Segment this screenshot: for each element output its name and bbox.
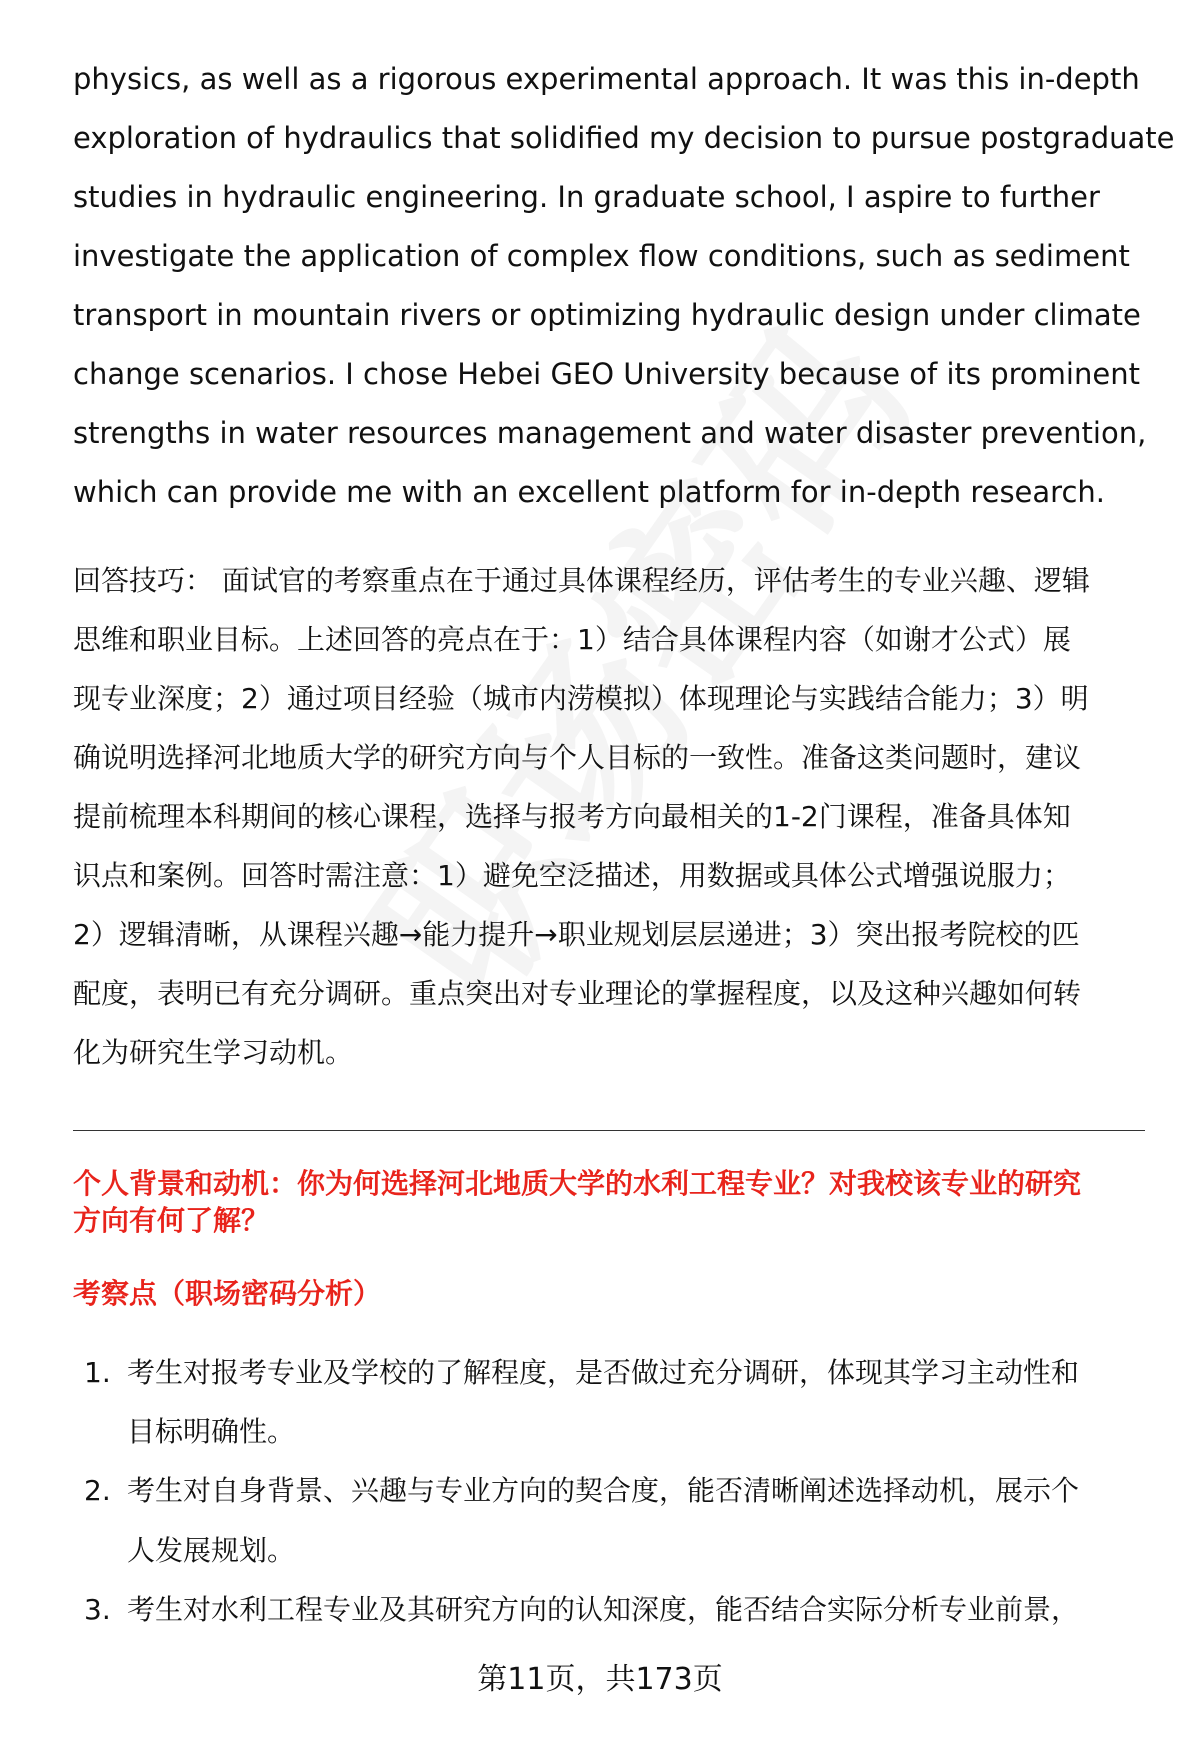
- text-line: transport in mountain rivers or optimizing hydraulic design under climate: [73, 298, 1141, 332]
- text-line: change scenarios. I chose Hebei GEO University because of its prominent: [73, 357, 1140, 391]
- question-line: 方向有何了解？: [73, 1204, 270, 1237]
- page-number: 第11页，共173页: [477, 1662, 723, 1697]
- text-line: investigate the application of complex flow conditions, such as sediment: [73, 239, 1130, 273]
- text-line: 现专业深度；2）通过项目经验（城市内涝模拟）体现理论与实践结合能力；3）明: [73, 682, 1089, 715]
- list-item-line: 目标明确性。: [127, 1415, 296, 1448]
- list-number: 2.: [84, 1474, 111, 1507]
- text-line: 确说明选择河北地质大学的研究方向与个人目标的一致性。准备这类问题时，建议: [73, 741, 1082, 774]
- text-line: strengths in water resources management and water disaster prevention,: [73, 416, 1147, 450]
- list-item-line: 考生对报考专业及学校的了解程度，是否做过充分调研，体现其学习主动性和: [127, 1356, 1080, 1389]
- text-line: studies in hydraulic engineering. In graduate school, I aspire to further: [73, 180, 1100, 214]
- list-item-line: 考生对水利工程专业及其研究方向的认知深度，能否结合实际分析专业前景，: [127, 1593, 1080, 1626]
- text-line: 配度，表明已有充分调研。重点突出对专业理论的掌握程度，以及这种兴趣如何转: [73, 977, 1082, 1010]
- question-line: 个人背景和动机：你为何选择河北地质大学的水利工程专业？对我校该专业的研究: [73, 1167, 1082, 1200]
- text-line: 思维和职业目标。上述回答的亮点在于：1）结合具体课程内容（如谢才公式）展: [73, 623, 1071, 656]
- section-divider: [73, 1130, 1145, 1131]
- list-number: 3.: [84, 1593, 111, 1626]
- text-line: exploration of hydraulics that solidified my decision to pursue postgraduate: [73, 121, 1175, 155]
- text-line: 回答技巧： 面试官的考察重点在于通过具体课程经历，评估考生的专业兴趣、逻辑: [73, 564, 1090, 597]
- text-line: 提前梳理本科期间的核心课程，选择与报考方向最相关的1-2门课程，准备具体知: [73, 800, 1071, 833]
- section-heading: 考察点（职场密码分析）: [73, 1277, 382, 1310]
- list-item-line: 考生对自身背景、兴趣与专业方向的契合度，能否清晰阐述选择动机，展示个: [127, 1474, 1080, 1507]
- text-line: 识点和案例。回答时需注意：1）避免空泛描述，用数据或具体公式增强说服力；: [73, 859, 1071, 892]
- text-line: 2）逻辑清晰，从课程兴趣→能力提升→职业规划层层递进；3）突出报考院校的匹: [73, 918, 1080, 951]
- list-number: 1.: [84, 1356, 111, 1389]
- list-item-line: 人发展规划。: [127, 1534, 296, 1567]
- text-line: 化为研究生学习动机。: [73, 1036, 354, 1069]
- text-line: which can provide me with an excellent platform for in-depth research.: [73, 475, 1105, 509]
- text-line: physics, as well as a rigorous experimental approach. It was this in-depth: [73, 62, 1140, 96]
